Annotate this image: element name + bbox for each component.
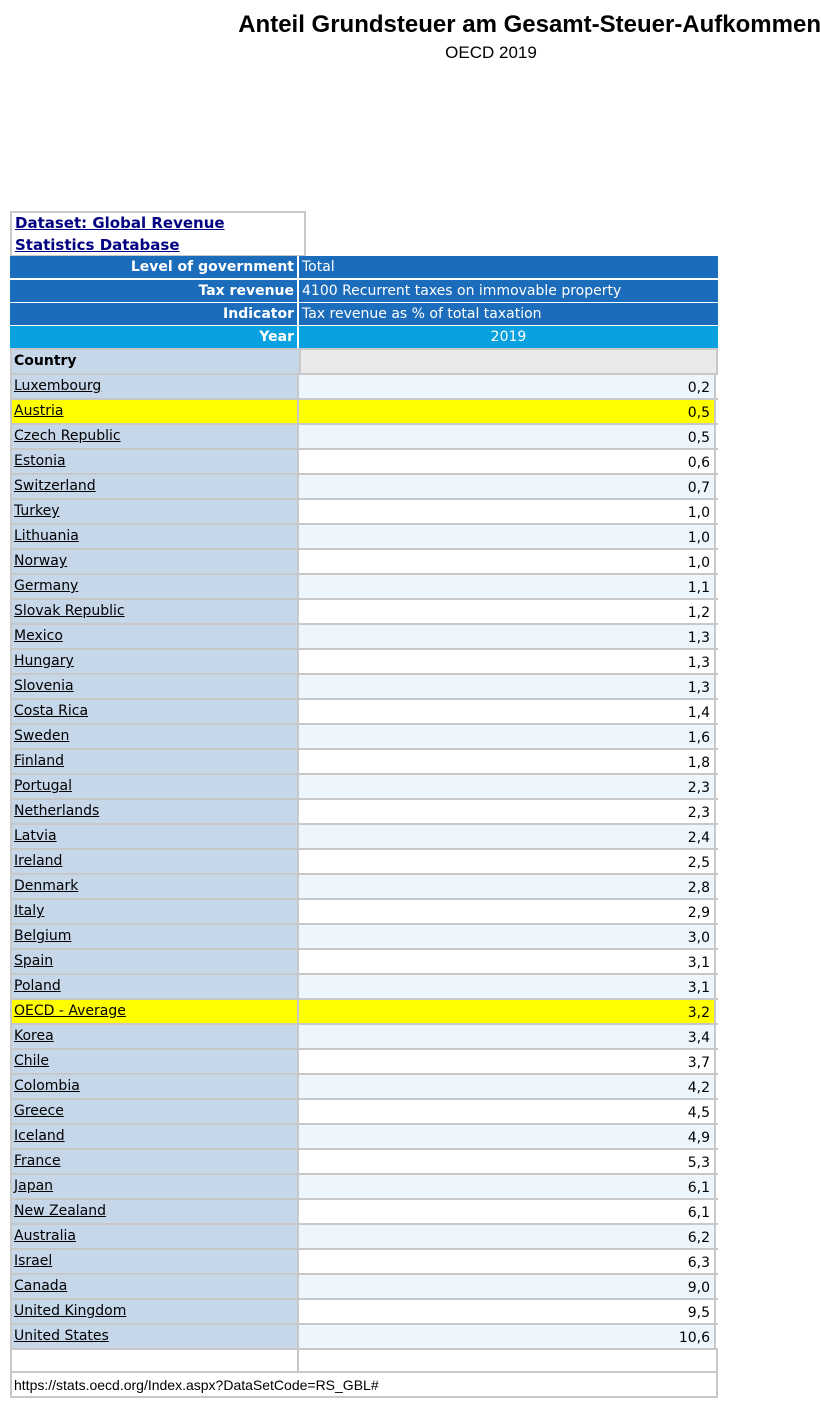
country-link[interactable]: Belgium	[10, 925, 297, 948]
table-row	[10, 925, 718, 950]
table-row	[10, 875, 718, 900]
country-link[interactable]: Colombia	[10, 1075, 297, 1098]
value-cell: 5,3	[299, 1150, 716, 1173]
country-link[interactable]: Israel	[10, 1250, 297, 1273]
meta-row-indicator	[10, 303, 718, 325]
revenue-table	[10, 211, 718, 1398]
country-link[interactable]: Finland	[10, 750, 297, 773]
value-cell: 1,6	[299, 725, 716, 748]
country-link[interactable]: Austria	[10, 400, 297, 423]
table-row	[10, 375, 718, 400]
country-link[interactable]: Japan	[10, 1175, 297, 1198]
table-row	[10, 450, 718, 475]
country-link[interactable]: Hungary	[10, 650, 297, 673]
country-link[interactable]: Canada	[10, 1275, 297, 1298]
value-cell: 3,4	[299, 1025, 716, 1048]
column-divider	[297, 303, 299, 325]
meta-label: Tax revenue	[198, 283, 294, 299]
dataset-link[interactable]: Dataset: Global Revenue Statistics Database	[15, 214, 225, 254]
table-row	[10, 900, 718, 925]
country-link[interactable]: Portugal	[10, 775, 297, 798]
table-row	[10, 825, 718, 850]
table-row	[10, 775, 718, 800]
value-cell: 4,2	[299, 1075, 716, 1098]
table-row	[10, 525, 718, 550]
value-cell: 2,5	[299, 850, 716, 873]
country-link[interactable]: Netherlands	[10, 800, 297, 823]
country-link[interactable]: United States	[10, 1325, 297, 1348]
country-link[interactable]: New Zealand	[10, 1200, 297, 1223]
dataset-cell	[10, 211, 306, 257]
country-link[interactable]: Poland	[10, 975, 297, 998]
country-link[interactable]: Slovak Republic	[10, 600, 297, 623]
value-cell: 3,1	[299, 950, 716, 973]
country-link[interactable]: Switzerland	[10, 475, 297, 498]
table-row	[10, 550, 718, 575]
country-link[interactable]: Estonia	[10, 450, 297, 473]
empty-row	[10, 1348, 718, 1373]
table-row	[10, 1225, 718, 1250]
country-link[interactable]: Korea	[10, 1025, 297, 1048]
source-url: https://stats.oecd.org/Index.aspx?DataSetCode=RS_GBL#	[10, 1373, 718, 1398]
value-cell: 3,7	[299, 1050, 716, 1073]
country-link[interactable]: Lithuania	[10, 525, 297, 548]
year-value: 2019	[490, 329, 527, 345]
table-row	[10, 700, 718, 725]
value-column-header	[299, 348, 718, 375]
meta-row-level-of-government	[10, 256, 718, 278]
value-cell: 2,9	[299, 900, 716, 923]
country-link[interactable]: Spain	[10, 950, 297, 973]
country-link[interactable]: Iceland	[10, 1125, 297, 1148]
table-row	[10, 950, 718, 975]
value-cell: 1,0	[299, 550, 716, 573]
table-row	[10, 975, 718, 1000]
meta-label: Level of government	[130, 259, 294, 275]
value-cell: 0,7	[299, 475, 716, 498]
value-cell: 0,5	[299, 400, 716, 423]
value-cell: 3,2	[299, 1000, 716, 1023]
country-link[interactable]: Norway	[10, 550, 297, 573]
page-title: Anteil Grundsteuer am Gesamt-Steuer-Aufkommen	[238, 11, 821, 38]
value-cell: 2,3	[299, 800, 716, 823]
country-link[interactable]: Sweden	[10, 725, 297, 748]
table-row	[10, 1325, 718, 1350]
value-cell: 0,6	[299, 450, 716, 473]
table-row	[10, 500, 718, 525]
table-row	[10, 1200, 718, 1225]
year-label: Year	[259, 329, 294, 345]
country-link[interactable]: Denmark	[10, 875, 297, 898]
value-cell: 3,0	[299, 925, 716, 948]
value-cell: 1,3	[299, 675, 716, 698]
page-subtitle: OECD 2019	[445, 43, 537, 62]
country-link[interactable]: Luxembourg	[10, 375, 297, 398]
table-row	[10, 400, 718, 425]
column-divider	[297, 256, 299, 278]
value-cell: 6,1	[299, 1200, 716, 1223]
value-cell: 6,2	[299, 1225, 716, 1248]
value-cell: 6,1	[299, 1175, 716, 1198]
country-link[interactable]: Chile	[10, 1050, 297, 1073]
table-row	[10, 1000, 718, 1025]
table-row	[10, 725, 718, 750]
value-cell: 2,8	[299, 875, 716, 898]
table-row	[10, 1150, 718, 1175]
table-row	[10, 1275, 718, 1300]
table-row	[10, 675, 718, 700]
table-row	[10, 1300, 718, 1325]
value-cell: 1,0	[299, 500, 716, 523]
table-row	[10, 750, 718, 775]
table-row	[10, 1025, 718, 1050]
table-row	[10, 1100, 718, 1125]
value-cell: 1,3	[299, 625, 716, 648]
table-row	[10, 1050, 718, 1075]
table-row	[10, 1125, 718, 1150]
meta-value: 4100 Recurrent taxes on immovable property	[302, 283, 622, 299]
country-link[interactable]: Italy	[10, 900, 297, 923]
meta-row-tax-revenue	[10, 280, 718, 302]
country-link[interactable]: OECD - Average	[10, 1000, 297, 1023]
table-row	[10, 800, 718, 825]
table-row	[10, 650, 718, 675]
value-cell: 0,2	[299, 375, 716, 398]
table-row	[10, 1250, 718, 1275]
country-link[interactable]: Turkey	[10, 500, 297, 523]
value-cell: 1,4	[299, 700, 716, 723]
country-link[interactable]: Mexico	[10, 625, 297, 648]
value-cell: 1,8	[299, 750, 716, 773]
meta-value: Tax revenue as % of total taxation	[302, 306, 542, 322]
country-link[interactable]: United Kingdom	[10, 1300, 297, 1323]
value-cell: 2,3	[299, 775, 716, 798]
table-row	[10, 425, 718, 450]
table-row	[10, 600, 718, 625]
meta-label: Indicator	[223, 306, 294, 322]
value-cell: 4,5	[299, 1100, 716, 1123]
table-row	[10, 475, 718, 500]
country-link[interactable]: Czech Republic	[10, 425, 297, 448]
country-link[interactable]: Ireland	[10, 850, 297, 873]
country-link[interactable]: Slovenia	[10, 675, 297, 698]
table-row	[10, 1075, 718, 1100]
value-cell: 9,0	[299, 1275, 716, 1298]
meta-value: Total	[302, 259, 335, 275]
value-cell: 3,1	[299, 975, 716, 998]
value-cell: 10,6	[299, 1325, 716, 1348]
column-divider	[297, 280, 299, 302]
country-link[interactable]: Germany	[10, 575, 297, 598]
value-cell: 6,3	[299, 1250, 716, 1273]
table-row	[10, 575, 718, 600]
value-cell: 1,2	[299, 600, 716, 623]
value-cell: 1,3	[299, 650, 716, 673]
table-row	[10, 850, 718, 875]
country-link[interactable]: France	[10, 1150, 297, 1173]
value-cell: 1,0	[299, 525, 716, 548]
table-row	[10, 625, 718, 650]
country-link[interactable]: Greece	[10, 1100, 297, 1123]
value-cell: 9,5	[299, 1300, 716, 1323]
country-link[interactable]: Australia	[10, 1225, 297, 1248]
country-column-header: Country	[10, 348, 301, 375]
value-cell: 1,1	[299, 575, 716, 598]
value-cell: 0,5	[299, 425, 716, 448]
meta-row-year	[10, 326, 718, 348]
value-cell: 4,9	[299, 1125, 716, 1148]
country-link[interactable]: Latvia	[10, 825, 297, 848]
country-link[interactable]: Costa Rica	[10, 700, 297, 723]
value-cell: 2,4	[299, 825, 716, 848]
table-row	[10, 1175, 718, 1200]
column-divider	[297, 1348, 299, 1371]
